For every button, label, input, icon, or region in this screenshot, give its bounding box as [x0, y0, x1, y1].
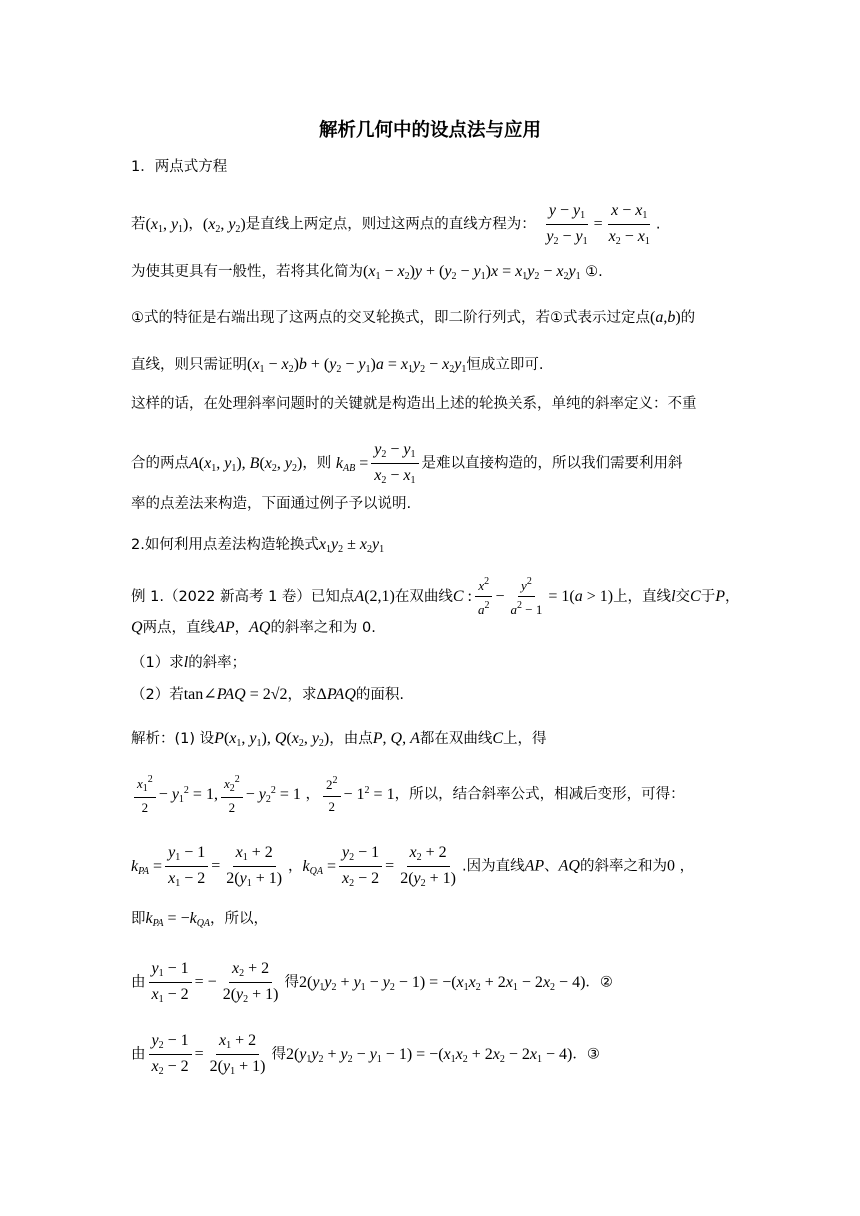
solution-line1: 解析：(1) 设$P(x_1$, $y_1$), $Q(x_2$, $y_2$)，由点P, Q, A都在双曲线C上，得: [131, 730, 547, 749]
section2-heading: 2.如何利用点差法构造轮换式$x_1y_2 \pm x_2y_1$: [131, 536, 385, 555]
example1-line2: Q两点，直线AP，AQ的斜率之和为 0.: [131, 619, 376, 636]
two-point-fraction-left: $\frac{y - y_1}{y_2 - y_1}$: [546, 202, 588, 247]
feature-line: ①式的特征是右端出现了这两点的交叉轮换式，即二阶行列式，若①式表示过定点(a,b)的: [131, 309, 696, 326]
slope-definition-line: 合的两点$A(x_1$, $y_1$), $B(x_2$, $y_2$)，则 $k_{AB}$ = $\frac{y_2 - y_1}{x_2 - x_1}$ 是难以直接构造的，所以我们需要利用斜: [131, 441, 683, 486]
solution-slope-line: $k_{PA}$ = $\frac{y_1 - 1}{x_1 - 2}$ = $\frac{x_1 + 2}{2(y_1 + 1)}$ ，$k_{QA}$ = $\frac{y_2 - 1}{x_2 - 2}$ = $\frac{x_2 + 2}{2(y_2 + 1)}$ .因为直线AP、AQ的斜率之和为0 ，: [131, 844, 695, 889]
slope-fraction: $\frac{y_2 - y_1}{x_2 - x_1}$: [371, 441, 418, 486]
equation-2-line: 由 $\frac{y_1 - 1}{x_1 - 2}$ = − $\frac{x_2 + 2}{2(y_2 + 1)}$ 得$2(y_1y_2 + y_1 - y_2 - 1) = -(x_1x_2 + 2x_1 - 2x_2 - 4)$．②: [131, 960, 613, 1005]
rotation-relation-line: 这样的话，在处理斜率问题时的关键就是构造出上述的轮换关系，单纯的斜率定义：不重: [131, 396, 697, 412]
example1-line1: 例 1.（2022 新高考 1 卷）已知点A(2,1)在双曲线C : $\frac{x^2}{a^2}$ − $\frac{y^2}{a^2 - 1}$ = 1(a > 1)上，直线l交C于P，: [131, 576, 740, 618]
two-point-form-line: 若($x_1$, $y_1$)，($x_2$, $y_2$)是直线上两定点，则过这两点的直线方程为： $\frac{y - y_1}{y_2 - y_1}$ = $\frac{x - x_1}{x_2 - x_1}$ .: [131, 202, 661, 247]
point-difference-line: 率的点差法来构造，下面通过例子予以说明.: [131, 496, 412, 512]
solution-line4: 即$k_{PA} = -k_{QA}$，所以，: [131, 910, 269, 929]
proof-condition-line: 直线，则只需证明$(x_1 - x_2)b + (y_2 - y_1)a = x_1y_2 - x_2y_1$恒成立即可.: [131, 356, 544, 375]
simplified-form-line: 为使其更具有一般性，若将其化简为$(x_1 - x_2)y + (y_2 - y_1)x = x_1y_2 - x_2y_1$ ①.: [131, 263, 603, 282]
two-point-fraction-right: $\frac{x - x_1}{x_2 - x_1}$: [608, 202, 650, 247]
solution-line2: $\frac{x_1^2}{2}$ − $y_1^2 = 1$, $\frac{x_2^2}{2}$ − $y_2^2 = 1$ ， $\frac{2^2}{2}$ − $1^2 = 1$，所以，结合斜率公式，相减后变形，可得：: [131, 774, 736, 815]
section1-heading: 1．两点式方程: [131, 159, 228, 175]
question-1: （1）求l的斜率；: [131, 654, 247, 671]
equation-3-line: 由 $\frac{y_2 - 1}{x_2 - 2}$ = $\frac{x_1 + 2}{2(y_1 + 1)}$ 得$2(y_1y_2 + y_2 - y_1 - 1) = -(x_1x_2 + 2x_2 - 2x_1 - 4)$．③: [131, 1032, 600, 1077]
question-2: （2）若tan∠PAQ = 2√2，求ΔPAQ的面积.: [131, 686, 404, 703]
page-title: 解析几何中的设点法与应用: [318, 120, 541, 141]
